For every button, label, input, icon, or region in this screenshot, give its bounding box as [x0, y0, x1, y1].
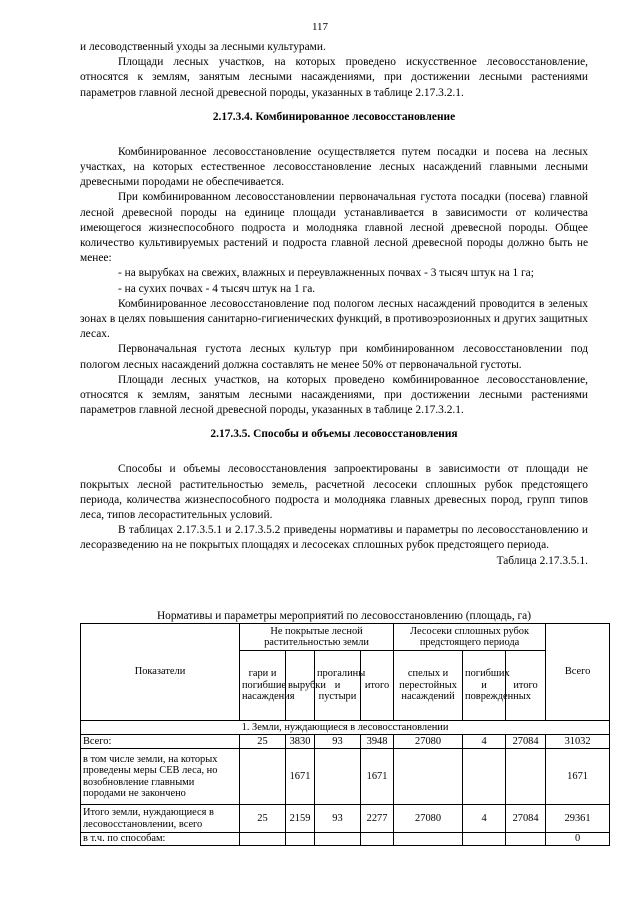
cell-total-nonforest: 2277 — [361, 805, 394, 833]
table-row — [81, 833, 610, 846]
table-section-row: 1. Земли, нуждающиеся в лесовосстановлении — [81, 721, 610, 735]
table-row — [81, 749, 610, 805]
cell-clearings: 1671 — [286, 749, 315, 805]
combined-paragraph-4: Первоначальная густота лесных культур при комбинированном лесовосстановлении под пологом лесных насаждений должна составлять не менее 50% от первоначальной густоты. — [80, 343, 588, 371]
row-label: в т.ч. по способам: — [81, 833, 240, 846]
header-total-all: Всего — [546, 624, 610, 721]
row-label: Всего: — [81, 735, 240, 749]
section-heading-methods: 2.17.3.5. Способы и объемы лесовосстановления — [210, 428, 458, 441]
header-clearings: вырубки — [286, 651, 315, 721]
cell-total-cutting — [506, 749, 546, 805]
cell-dead: 4 — [463, 805, 506, 833]
combined-paragraph-2: При комбинированном лесовосстановлении первоначальная густота посадки (посева) главной лесной древесной породы на единице площади устанавливается в зависимости от количества имеющегося жизнеспособного подроста и молодняка главной лесной древесной породы. Общее количество культивируемых растений и подроста главной лесной древесной породы должно быть не менее: — [80, 191, 588, 265]
cell-total-all: 31032 — [546, 735, 610, 749]
cell-mature: 27080 — [394, 805, 463, 833]
cell-total-nonforest: 1671 — [361, 749, 394, 805]
cell-dead — [463, 833, 506, 846]
combined-paragraph-1: Комбинированное лесовосстановление осуществляется путем посадки и посева на лесных участках, на которых естественное лесовосстановление лесных насаждений главными лесными древесными породами не обеспечивается. — [80, 145, 588, 189]
cell-total-all: 1671 — [546, 749, 610, 805]
combined-paragraph-5: Площади лесных участков, на которых проведено комбинированное лесовосстановление, относятся к землям, занятым лесными насаждениями, при достижении лесными растениями параметров главной лесной древесной породы, указанных в таблице 2.17.3.2.1. — [80, 373, 588, 417]
header-burns: гари и погибшие насаждения — [240, 651, 286, 721]
cell-burns: 25 — [240, 735, 286, 749]
header-mature: спелых и перестойных насаждений — [394, 651, 463, 721]
combined-list-item-1: - на вырубках на свежих, влажных и переувлажненных почвах - 3 тысяч штук на 1 га; — [118, 267, 534, 280]
intro-paragraph: Площади лесных участков, на которых проведено искусственное лесовосстановление, относятся к землям, занятым лесными насаждениями, при достижении лесными растениями параметров главной лесной древесной породы, указанных в таблице 2.17.3.2.1. — [80, 56, 588, 99]
header-indicators: Показатели — [81, 624, 240, 721]
cell-clearings: 2159 — [286, 805, 315, 833]
table-caption: Нормативы и параметры мероприятий по лесовосстановлению (площадь, га) — [156, 610, 532, 622]
cell-mature: 27080 — [394, 735, 463, 749]
cell-dead: 4 — [463, 735, 506, 749]
row-label: Итого земли, нуждающиеся в лесовосстановлении, всего — [81, 805, 240, 833]
methods-paragraph-2: В таблицах 2.17.3.5.1 и 2.17.3.5.2 приведены нормативы и параметры по лесовосстановлению и лесоразведению на не покрытых площадях и лесосеках сплошных рубок предстоящего периода. — [80, 524, 588, 552]
cell-total-cutting: 27084 — [506, 735, 546, 749]
header-total-cutting: итого — [506, 651, 546, 721]
cell-glades — [315, 833, 361, 846]
cell-glades: 93 — [315, 805, 361, 833]
cell-mature — [394, 833, 463, 846]
cell-total-all: 0 — [546, 833, 610, 846]
combined-paragraph-3: Комбинированное лесовосстановление под пологом лесных насаждений проводится в зеленых зонах в целях повышения санитарно-гигиенических функций, в противоэрозионных и других защитных лесах. — [80, 297, 588, 341]
cell-burns: 25 — [240, 805, 286, 833]
cell-glades: 93 — [315, 735, 361, 749]
norms-table — [80, 623, 610, 846]
cell-total-all: 29361 — [546, 805, 610, 833]
cell-glades — [315, 749, 361, 805]
header-group-cutting: Лесосеки сплошных рубок предстоящего периода — [394, 624, 546, 651]
cell-clearings — [286, 833, 315, 846]
header-dead: погибших и поврежденных — [463, 651, 506, 721]
intro-line: и лесоводственный уходы за лесными культурами. — [80, 41, 326, 53]
cell-clearings: 3830 — [286, 735, 315, 749]
table-label: Таблица 2.17.3.5.1. — [496, 554, 588, 567]
body-text — [80, 40, 588, 569]
cell-total-cutting — [506, 833, 546, 846]
methods-paragraph-1: Способы и объемы лесовосстановления запроектированы в зависимости от площади не покрытых лесной растительностью земель, расчетной лесосеки сплошных рубок предстоящего периода, количества жизнеспособного подроста и молодняка главных древесных пород, групп типов леса, типов лесорастительных условий. — [80, 463, 588, 522]
cell-total-nonforest — [361, 833, 394, 846]
table-row — [81, 735, 610, 749]
cell-mature — [394, 749, 463, 805]
page-number: 117 — [311, 21, 329, 33]
cell-total-nonforest: 3948 — [361, 735, 394, 749]
header-glades: прогалины и пустыри — [315, 651, 361, 721]
cell-total-cutting: 27084 — [506, 805, 546, 833]
section-heading-combined: 2.17.3.4. Комбинированное лесовосстановление — [212, 110, 456, 123]
cell-burns — [240, 749, 286, 805]
header-group-nonforest: Не покрытые лесной растительностью земли — [240, 624, 394, 651]
header-total-nonforest: итого — [361, 651, 394, 721]
combined-list-item-2: - на сухих почвах - 4 тысяч штук на 1 га. — [118, 282, 316, 295]
table-row — [81, 805, 610, 833]
cell-burns — [240, 833, 286, 846]
row-label: в том числе земли, на которых проведены меры СЕВ леса, но возобновление главными породами не закончено — [81, 749, 240, 805]
cell-dead — [463, 749, 506, 805]
